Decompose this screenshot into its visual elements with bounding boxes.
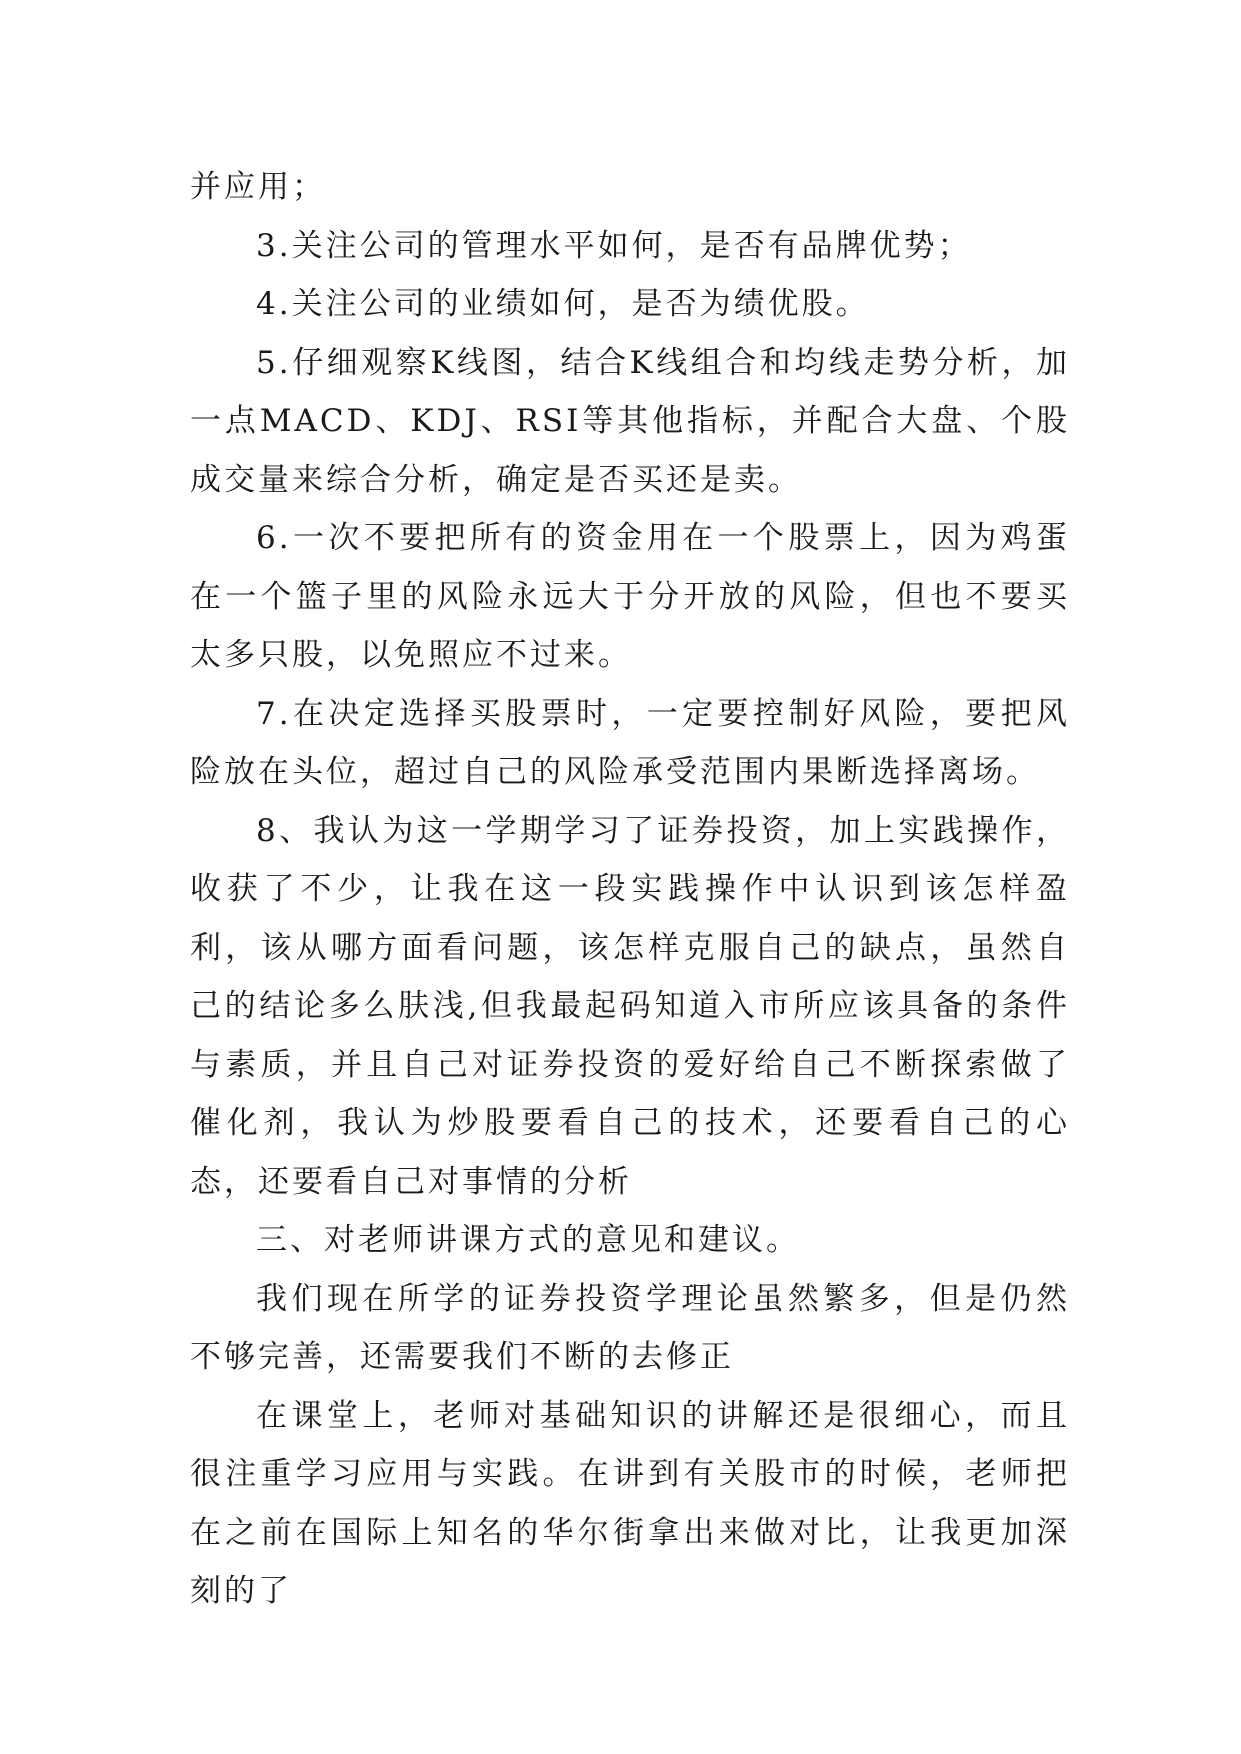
paragraph-theory: 我们现在所学的证券投资学理论虽然繁多，但是仍然不够完善，还需要我们不断的去修正 [190, 1280, 1070, 1375]
paragraph-item-5: 5.仔细观察K线图，结合K线组合和均线走势分析，加一点MACD、KDJ、RSI等其他指标，并配合大盘、个股成交量来综合分析，确定是否买还是卖。 [190, 344, 1070, 498]
section-heading-3: 三、对老师讲课方式的意见和建议。 [256, 1222, 800, 1258]
paragraph-continuation: 并应用； [190, 169, 326, 205]
paragraph-item-6: 6.一次不要把所有的资金用在一个股票上，因为鸡蛋在一个篮子里的风险永远大于分开放的风险，但也不要买太多只股，以免照应不过来。 [190, 520, 1070, 673]
paragraph-item-4: 4.关注公司的业绩如何，是否为绩优股。 [256, 286, 870, 322]
paragraph-item-8: 8、我认为这一学期学习了证券投资，加上实践操作，收获了不少，让我在这一段实践操作中认识到该怎样盈利，该从哪方面看问题，该怎样克服自己的缺点，虽然自己的结论多么肤浅,但我最起码知道入市所应该具备的条件与素质，并且自己对证券投资的爱好给自己不断探索做了催化剂，我认为炒股要看自己的技术，还要看自己的心态，还要看自己对事情的分析 [190, 812, 1070, 1200]
paragraph-classroom: 在课堂上，老师对基础知识的讲解还是很细心，而且很注重学习应用与实践。在讲到有关股市的时候，老师把在之前在国际上知名的华尔街拿出来做对比，让我更加深刻的了 [190, 1397, 1070, 1609]
paragraph-item-3: 3.关注公司的管理水平如何，是否有品牌优势； [256, 227, 972, 264]
document-body [190, 158, 1070, 1621]
paragraph-item-7: 7.在决定选择买股票时，一定要控制好风险，要把风险放在头位，超过自己的风险承受范围内果断选择离场。 [190, 695, 1070, 790]
